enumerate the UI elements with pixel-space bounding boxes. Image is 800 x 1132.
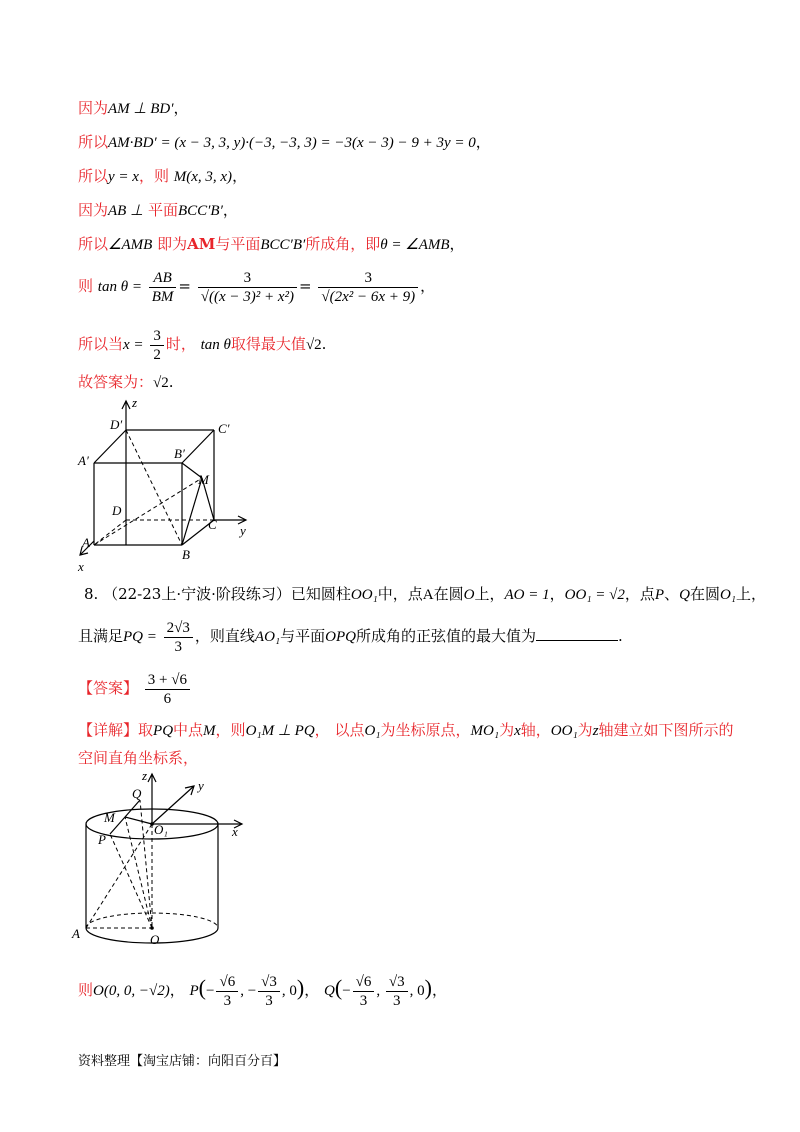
label-x-2: x [232, 824, 238, 839]
fraction-3-sqrt2: $\frac{3}{\text{√(2x² − 6x + 9)}}$ [318, 269, 418, 306]
line-answer-sqrt2: 故答案为：√2. [78, 373, 174, 391]
edge-dp-ap [94, 430, 126, 463]
cube-figure [74, 395, 254, 575]
p-y-fraction: $\frac{√3}{3}$ [258, 973, 280, 1010]
label-y: y [240, 523, 246, 538]
q-y-fraction: $\frac{√3}{3}$ [386, 973, 408, 1010]
line-max-tan: 所以当x = $\frac{3}{2}$ 时， tan θ取得最大值√2. [78, 327, 327, 363]
line-angle-amb: 所以∠AMB 即为AM与平面BCC′B′所成角，即θ = ∠AMB， [78, 235, 465, 253]
q-x-fraction: $\frac{√6}{3}$ [353, 973, 375, 1010]
answer-label: 【答案】 [78, 679, 139, 697]
label-d: D [112, 503, 122, 518]
label-q: Q [132, 786, 142, 801]
label-m-2: M [104, 810, 115, 825]
label-o: O [150, 932, 160, 947]
label-cp: C′ [218, 421, 230, 436]
label-b: B [182, 547, 190, 562]
cylinder-figure [70, 768, 270, 948]
answer-line [78, 666, 192, 710]
answer-fraction: $\frac{3 + √6}{6}$ [145, 671, 190, 708]
line-tan-formula: 则 tan θ = $\frac{AB}{BM}$ = $\frac{3}{\text{√((x − 3)² + x²)}}$ = $\frac{3}{\text{√(2x² − 6x + 9)}}$ ， [78, 269, 436, 305]
fraction-pq: $\frac{2√3}{3}$ [164, 619, 193, 656]
segment-o-q [140, 800, 152, 928]
detail-label: 【详解】 [78, 721, 139, 739]
label-a: A [82, 535, 90, 550]
line-perpendicular: 因为AM ⊥ BD′， [78, 99, 189, 117]
hidden-edge-d-a [94, 520, 126, 545]
segment-o-p [110, 834, 152, 928]
label-c: C [208, 517, 217, 532]
fraction-3-2: $\frac{3}{2}$ [150, 327, 164, 364]
label-z: z [132, 395, 138, 410]
label-y-2: y [198, 778, 204, 793]
label-ap: A′ [78, 453, 89, 468]
detail-line2: 空间直角坐标系， [78, 749, 199, 767]
page-footer: 资料整理【淘宝店铺：向阳百分百】 [78, 1054, 287, 1069]
fraction-3-sqrt1: $\frac{3}{\text{√((x − 3)² + x²)}}$ [198, 269, 297, 306]
edge-bp-cp [182, 430, 214, 463]
segment-m-o1 [125, 817, 152, 824]
y-axis-2 [152, 786, 194, 824]
segment-a-o1 [86, 824, 152, 928]
point-o [150, 926, 154, 930]
detail-line1: 【详解】取PQ中点M，则O₁M ⊥ PQ， 以点O₁为坐标原点，MO₁为x轴，OO₁为z轴建立如下图所示的 [78, 721, 734, 739]
label-dp: D′ [110, 417, 123, 432]
label-o1: O₁ [154, 822, 168, 837]
question-8-line2: 且满足PQ = $\frac{2√3}{3}$ ，则直线AO₁与平面OPQ所成角的正弦值的最大值为 . [78, 619, 623, 655]
label-p: P [98, 832, 106, 847]
line-y-equals-x: 所以y = x，则 M(x, 3, x)， [78, 167, 248, 185]
label-z-2: z [142, 768, 148, 783]
p-x-fraction: $\frac{√6}{3}$ [216, 973, 238, 1010]
line-dot-product: 所以AM·BD′ = (x − 3, 3, y)·(−3, −3, 3) = −3(x − 3) − 9 + 3y = 0， [78, 133, 491, 151]
label-a-2: A [72, 926, 80, 941]
answer-blank [536, 626, 618, 641]
label-bp: B′ [174, 446, 185, 461]
label-m: M [198, 472, 209, 487]
fraction-ab-bm: $\frac{AB}{BM}$ [149, 269, 177, 306]
question-8-line1: 8. （22-23上·宁波·阶段练习）已知圆柱OO₁中，点A在圆O上，AO = 1，OO₁ = √2，点P、Q在圆O₁上， [84, 585, 767, 603]
hidden-segment-am [94, 478, 202, 545]
label-x: x [78, 559, 84, 574]
coordinates-line: 则O(0, 0, −√2)， P(− $\frac{√6}{3}$ , − $\frac{√3}{3}$ , 0)， Q(− $\frac{√6}{3}$ , $\frac{√3}{3}$ , 0)， [78, 973, 447, 1009]
line-ab-perp-plane: 因为AB ⊥ 平面BCC′B′， [78, 201, 238, 219]
segment-o-m [125, 817, 152, 928]
